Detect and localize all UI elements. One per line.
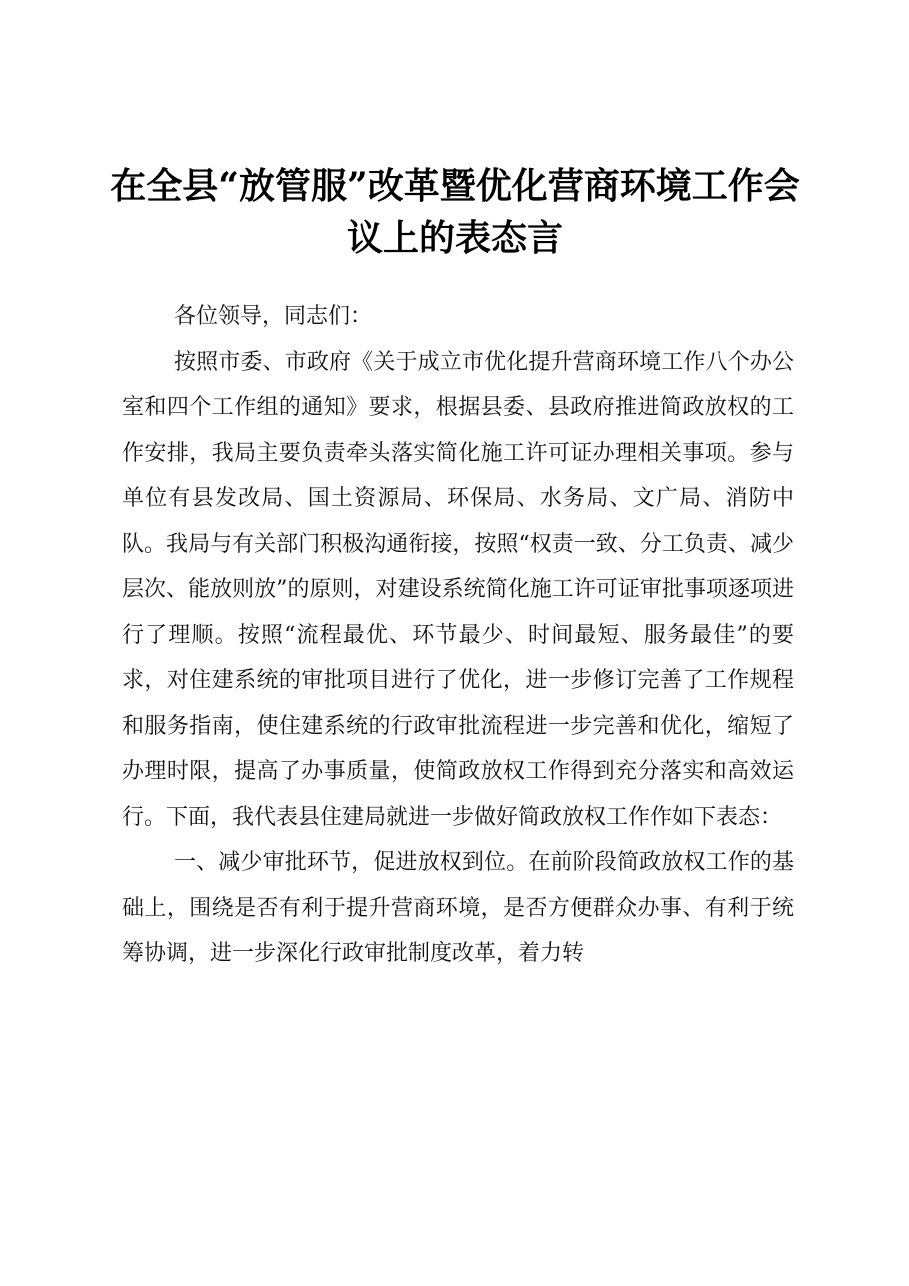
document-body	[122, 294, 794, 977]
title-line-1: 在全县“放管服”改革暨优化营商环境工作会	[110, 165, 800, 207]
paragraph-2: 一、减少审批环节，促进放权到位。在前阶段简政放权工作的基础上，围绕是否有利于提升营商环境，是否方便群众办事、有利于统筹协调，进一步深化行政审批制度改革，着力转	[122, 850, 794, 966]
salutation: 各位领导，同志们：	[174, 304, 373, 329]
paragraph-1: 按照市委、市政府《关于成立市优化提升营商环境工作八个办公室和四个工作组的通知》要求，根据县委、县政府推进简政放权的工作安排，我局主要负责牵头落实简化施工许可证办理相关事项。参与单位有县发改局、国土资源局、环保局、水务局、文广局、消防中队。我局与有关部门积极沟通衔接，按照“权责一致、分工负责、减少层次、能放则放”的原则，对建设系统简化施工许可证审批事项逐项进行了理顺。按照“流程最优、环节最少、时间最短、服务最佳”的要求，对住建系统的审批项目进行了优化，进一步修订完善了工作规程和服务指南，使住建系统的行政审批流程进一步完善和优化，缩短了办理时限，提高了办事质量，使简政放权工作得到充分落实和高效运行。下面，我代表县住建局就进一步做好简政放权工作作如下表态：	[122, 349, 794, 830]
document-title	[110, 160, 800, 264]
title-line-2: 议上的表态言	[346, 217, 563, 259]
